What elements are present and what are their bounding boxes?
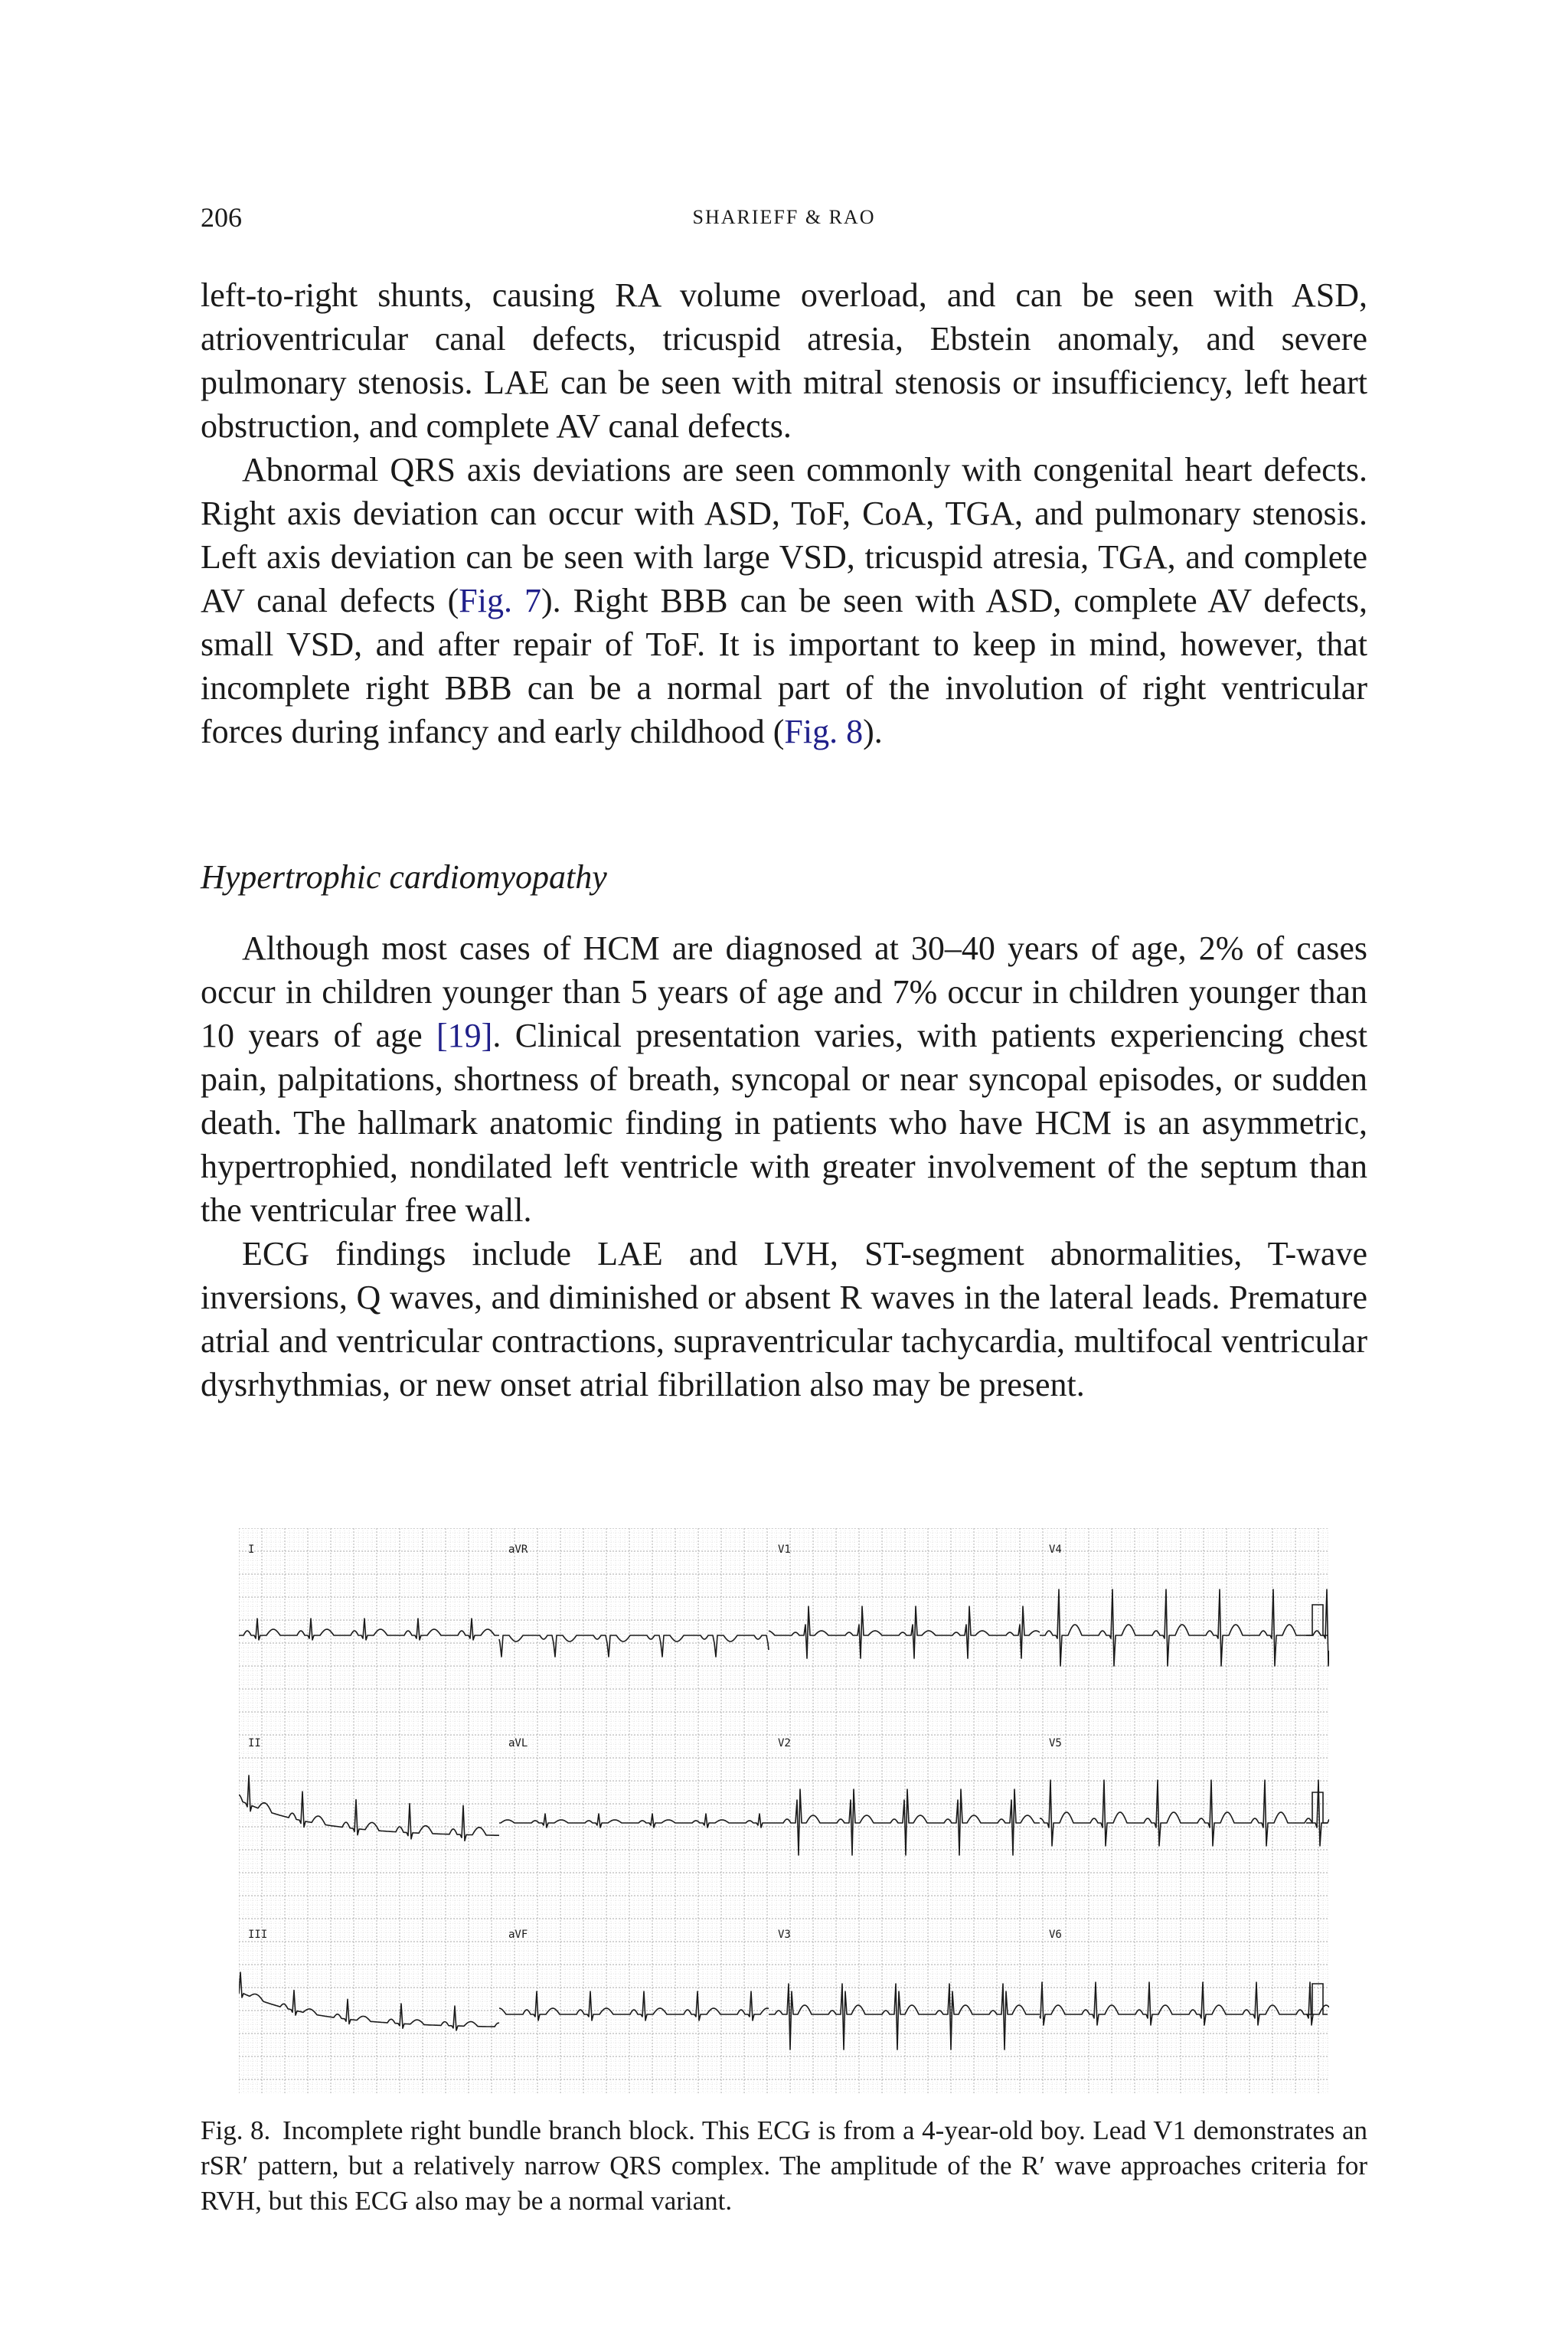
lead-label-iii: III bbox=[248, 1929, 268, 1941]
paragraph-hcm-text-1: Although most cases of HCM are diagnosed at 30–40 years of age, 2% of cases occur in children younger than 5 years of age and 7% occur in children younger than 10 years of age bbox=[201, 929, 1367, 1054]
paragraph-qrs-axis-text-1: Abnormal QRS axis deviations are seen commonly with congenital heart defects. Right axis deviation can occur with ASD, ToF, CoA, TGA, and pulmonary stenosis. Left axis deviation can be seen with large VSD, tricuspid atresia, TGA, and complete AV canal defects ( bbox=[201, 451, 1367, 619]
figure-caption-text: Incomplete right bundle branch block. This ECG is from a 4-year-old boy. Lead V1 demonstrates an rSR′ pattern, but a relatively narrow QRS complex. The amplitude of the R′ wave approaches criteria for RVH, but this ECG also may be a normal variant. bbox=[201, 2115, 1368, 2216]
body-text-lower bbox=[201, 926, 1367, 1406]
ecg-trace-v1 bbox=[769, 1606, 1040, 1658]
lead-label-v2: V2 bbox=[778, 1737, 791, 1749]
lead-label-avf: aVF bbox=[508, 1929, 528, 1941]
ecg-trace-v2 bbox=[769, 1789, 1040, 1855]
ecg-lead-labels bbox=[248, 1544, 1062, 1941]
ecg-tracing bbox=[239, 1528, 1329, 2093]
paragraph-qrs-axis-text-3: ). bbox=[863, 713, 883, 750]
lead-label-ii: II bbox=[248, 1737, 261, 1749]
lead-label-v3: V3 bbox=[778, 1929, 791, 1941]
paragraph-atrial-enlargement: left-to-right shunts, causing RA volume overload, and can be seen with ASD, atrioventricular canal defects, tricuspid atresia, Ebstein anomaly, and severe pulmonary stenosis. LAE can be seen with mitral stenosis or insufficiency, left heart obstruction, and complete AV canal defects. bbox=[201, 276, 1367, 445]
lead-label-v4: V4 bbox=[1049, 1544, 1062, 1556]
lead-label-v1: V1 bbox=[778, 1544, 791, 1556]
page-number: 206 bbox=[201, 202, 242, 233]
lead-label-avl: aVL bbox=[508, 1737, 528, 1749]
running-head: SHARIEFF & RAO bbox=[692, 206, 876, 228]
paragraph-hcm-presentation bbox=[201, 926, 1367, 1232]
body-text-upper bbox=[201, 273, 1367, 753]
lead-label-avr: aVR bbox=[508, 1544, 528, 1556]
ecg-trace-v5 bbox=[1040, 1780, 1329, 1846]
ecg-trace-v3 bbox=[769, 1984, 1040, 2050]
lead-label-v6: V6 bbox=[1049, 1929, 1062, 1941]
paragraph-qrs-axis-text-2: ). Right BBB can be seen with ASD, complete AV defects, small VSD, and after repair of ToF. It is important to keep in mind, however, that incomplete right BBB can be a normal part of the involution of right ventricular forces during infancy and early childhood ( bbox=[201, 582, 1368, 750]
ecg-trace-v6 bbox=[1040, 1982, 1329, 2025]
ecg-traces bbox=[239, 1589, 1329, 2050]
ecg-figure bbox=[239, 1528, 1329, 2093]
figure-7-link[interactable]: Fig. 7 bbox=[459, 582, 542, 619]
lead-label-v5: V5 bbox=[1049, 1737, 1062, 1749]
paragraph-hcm-text-2: . Clinical presentation varies, with patients experiencing chest pain, palpitations, shortness of breath, syncopal or near syncopal episodes, or sudden death. The hallmark anatomic finding in patients who have HCM is an asymmetric, hypertrophied, nondilated left ventricle with greater involvement of the septum than the ventricular free wall. bbox=[201, 1017, 1367, 1229]
section-heading-hcm: Hypertrophic cardiomyopathy bbox=[201, 858, 607, 896]
reference-19-link[interactable]: [19] bbox=[436, 1017, 493, 1054]
paragraph-qrs-axis bbox=[201, 448, 1367, 753]
ecg-trace-v4 bbox=[1040, 1589, 1329, 1666]
paragraph-ecg-findings: ECG findings include LAE and LVH, ST-segment abnormalities, T-wave inversions, Q waves, and diminished or absent R waves in the lateral leads. Premature atrial and ventricular contractions, supraventricular tachycardia, multifocal ventricular dysrhythmias, or new onset atrial fibrillation also may be present. bbox=[201, 1235, 1367, 1403]
lead-label-i: I bbox=[248, 1544, 255, 1556]
figure-caption-label: Fig. 8. bbox=[201, 2115, 271, 2145]
figure-8-link[interactable]: Fig. 8 bbox=[784, 713, 864, 750]
figure-caption bbox=[201, 2113, 1367, 2219]
